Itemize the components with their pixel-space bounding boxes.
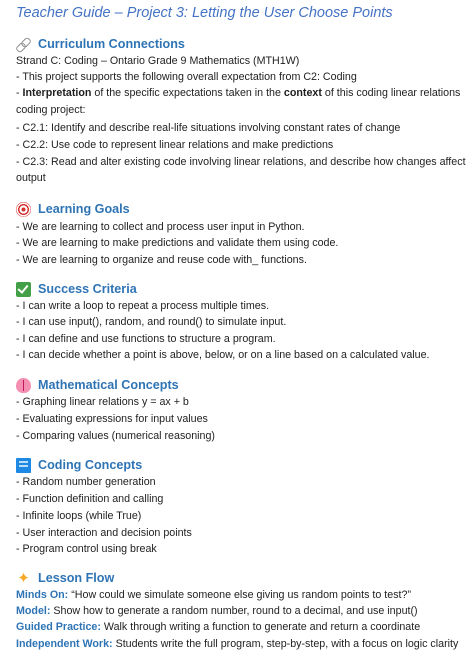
coding-item: - Function definition and calling — [16, 493, 164, 505]
success-heading-text: Success Criteria — [38, 282, 137, 296]
flow-model: Model: Show how to generate a random number, round to a decimal, and use input() — [16, 605, 418, 617]
coding-item: - Random number generation — [16, 476, 156, 488]
flow-independent-work: Independent Work: Students write the full program, step-by-step, with a focus on logic clarity — [16, 638, 459, 650]
curriculum-line-3: coding project: — [16, 104, 86, 116]
curriculum-line-1: - This project supports the following overall expectation from C2: Coding — [16, 71, 357, 83]
flow-minds-on: Minds On: “How could we simulate someone else giving us random points to test?” — [16, 589, 412, 601]
c23-line-cont: output — [16, 172, 46, 184]
math-item: - Comparing values (numerical reasoning) — [16, 430, 215, 442]
success-item: - I can decide whether a point is above, below, or on a line based on a calculated value. — [16, 349, 430, 361]
c21-line: - C2.1: Identify and describe real-life situations involving constant rates of change — [16, 122, 401, 134]
goal-item: - We are learning to make predictions and validate them using code. — [16, 237, 339, 249]
success-item: - I can write a loop to repeat a process multiple times. — [16, 300, 270, 312]
success-item: - I can use input(), random, and round() to simulate input. — [16, 316, 287, 328]
c23-line: - C2.3: Read and alter existing code involving linear relations, and describe how changes affect — [16, 156, 466, 168]
brain-icon — [16, 378, 31, 393]
check-icon — [16, 282, 31, 297]
goal-item: - We are learning to organize and reuse code with_ functions. — [16, 254, 307, 266]
flow-heading-text: Lesson Flow — [38, 571, 115, 585]
coding-heading — [16, 457, 142, 473]
curriculum-line-2: - Interpretation of the specific expectations taken in the context of this coding linear relations — [16, 87, 461, 99]
math-item: - Graphing linear relations y = ax + b — [16, 396, 189, 408]
target-icon — [16, 202, 31, 217]
flow-guided-practice: Guided Practice: Walk through writing a function to generate and return a coordinate — [16, 621, 421, 633]
link-icon — [16, 37, 31, 52]
book-icon — [16, 458, 31, 473]
success-heading — [16, 281, 137, 297]
coding-heading-text: Coding Concepts — [38, 458, 143, 472]
goals-heading-text: Learning Goals — [38, 202, 130, 216]
coding-item: - User interaction and decision points — [16, 527, 192, 539]
goal-item: - We are learning to collect and process user input in Python. — [16, 221, 305, 233]
coding-item: - Program control using break — [16, 543, 157, 555]
math-heading-text: Mathematical Concepts — [38, 378, 179, 392]
math-item: - Evaluating expressions for input values — [16, 413, 208, 425]
c22-line: - C2.2: Use code to represent linear relations and make predictions — [16, 139, 334, 151]
success-item: - I can define and use functions to structure a program. — [16, 333, 276, 345]
coding-item: - Infinite loops (while True) — [16, 510, 142, 522]
page-title: Teacher Guide – Project 3: Letting the User Choose Points — [16, 5, 393, 21]
curriculum-heading-text: Curriculum Connections — [38, 37, 185, 51]
sparkles-icon: ✦ — [17, 569, 30, 587]
flow-heading — [16, 570, 114, 586]
strand-line: Strand C: Coding – Ontario Grade 9 Mathematics (MTH1W) — [16, 55, 300, 67]
goals-heading — [16, 201, 130, 217]
curriculum-heading — [16, 36, 185, 52]
math-heading — [16, 377, 179, 393]
